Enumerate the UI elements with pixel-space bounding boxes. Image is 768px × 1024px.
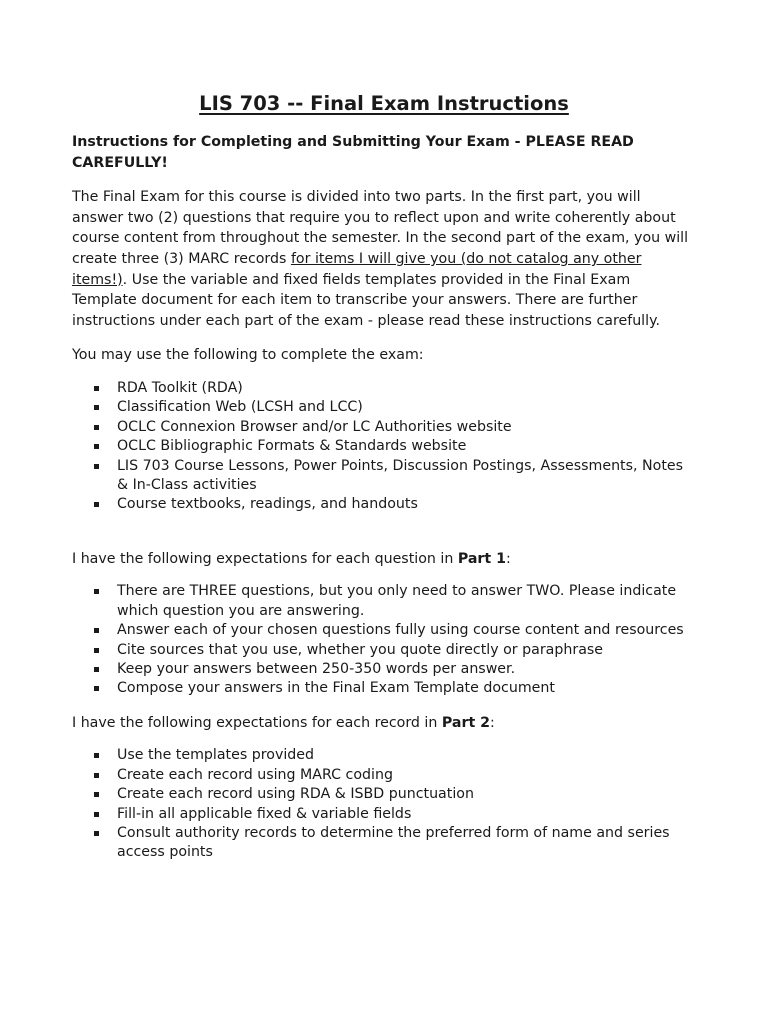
part1-label: Part 1 <box>457 550 507 567</box>
intro-text-b: . Use the variable and fixed fields templates provided in the Final Exam Template document for each item to transcribe your answers. There are further instructions under each part of the exam - please read these instructions carefully. <box>72 271 660 329</box>
part1-list <box>72 582 696 698</box>
bullet-icon <box>94 648 99 653</box>
list-item <box>72 398 696 417</box>
list-item <box>72 457 696 496</box>
bullet-icon <box>94 464 99 469</box>
list-item-text: Create each record using RDA & ISBD punctuation <box>117 786 474 803</box>
list-item-text: Use the templates provided <box>117 747 315 764</box>
bullet-icon <box>94 686 99 691</box>
instructions-subheading: Instructions for Completing and Submitting Your Exam - PLEASE READ CAREFULLY! <box>72 134 634 171</box>
list-item <box>72 379 696 398</box>
part2-lead <box>72 713 696 734</box>
bullet-icon <box>94 667 99 672</box>
list-item-text: There are THREE questions, but you only need to answer TWO. Please indicate which question you are answering. <box>117 583 677 619</box>
list-item-text: Cite sources that you use, whether you quote directly or paraphrase <box>117 641 604 658</box>
part1-lead <box>72 549 696 570</box>
resources-list <box>72 379 696 515</box>
list-item-text: Consult authority records to determine the preferred form of name and series access points <box>117 825 670 861</box>
list-item-text: OCLC Connexion Browser and/or LC Authorities website <box>117 418 512 435</box>
bullet-icon <box>94 773 99 778</box>
part2-list <box>72 746 696 862</box>
intro-underlined-text: for items I will give you (do not catalog any other items!) <box>72 250 642 288</box>
bullet-icon <box>94 589 99 594</box>
list-item <box>72 418 696 437</box>
list-item-text: Keep your answers between 250-350 words per answer. <box>117 661 516 677</box>
intro-text-a: The Final Exam for this course is divided into two parts. In the first part, you will answer two (2) questions that require you to reflect upon and write coherently about course content from throughout the semester. In the second part of the exam, you will create three (3) MARC records <box>72 189 689 267</box>
list-item-text: Create each record using MARC coding <box>117 766 393 783</box>
bullet-icon <box>94 502 99 507</box>
part1-lead-colon: : <box>506 550 511 567</box>
list-item-text: Fill-in all applicable fixed & variable fields <box>117 805 412 822</box>
list-item <box>72 785 696 804</box>
bullet-icon <box>94 628 99 633</box>
list-item-text: LIS 703 Course Lessons, Power Points, Discussion Postings, Assessments, Notes & In-Class activities <box>117 457 684 493</box>
page-title: LIS 703 -- Final Exam Instructions <box>199 92 569 115</box>
list-item-text: Answer each of your chosen questions fully using course content and resources <box>117 622 684 639</box>
bullet-icon <box>94 386 99 391</box>
list-item <box>72 582 696 621</box>
resources-lead: You may use the following to complete the exam: <box>72 347 424 364</box>
list-item-text: OCLC Bibliographic Formats & Standards website <box>117 438 467 455</box>
list-item-text: Compose your answers in the Final Exam Template document <box>117 680 555 697</box>
list-item <box>72 621 696 640</box>
list-item <box>72 679 696 698</box>
list-item <box>72 641 696 660</box>
list-item <box>72 746 696 765</box>
list-item <box>72 495 696 514</box>
list-item <box>72 660 696 679</box>
list-item <box>72 766 696 785</box>
bullet-icon <box>94 812 99 817</box>
bullet-icon <box>94 405 99 410</box>
intro-paragraph <box>72 187 696 331</box>
document-body <box>72 92 696 863</box>
list-item <box>72 824 696 863</box>
bullet-icon <box>94 753 99 758</box>
part2-lead-text: I have the following expectations for each record in <box>72 714 442 731</box>
part2-lead-colon: : <box>490 714 495 731</box>
bullet-icon <box>94 425 99 430</box>
bullet-icon <box>94 831 99 836</box>
bullet-icon <box>94 792 99 797</box>
list-item <box>72 805 696 824</box>
list-item <box>72 437 696 456</box>
bullet-icon <box>94 444 99 449</box>
list-item-text: Classification Web (LCSH and LCC) <box>117 399 363 416</box>
list-item-text: Course textbooks, readings, and handouts <box>117 496 418 513</box>
list-item-text: RDA Toolkit (RDA) <box>117 379 243 396</box>
part2-label: Part 2 <box>441 714 491 731</box>
part1-lead-text: I have the following expectations for each question in <box>72 550 458 567</box>
